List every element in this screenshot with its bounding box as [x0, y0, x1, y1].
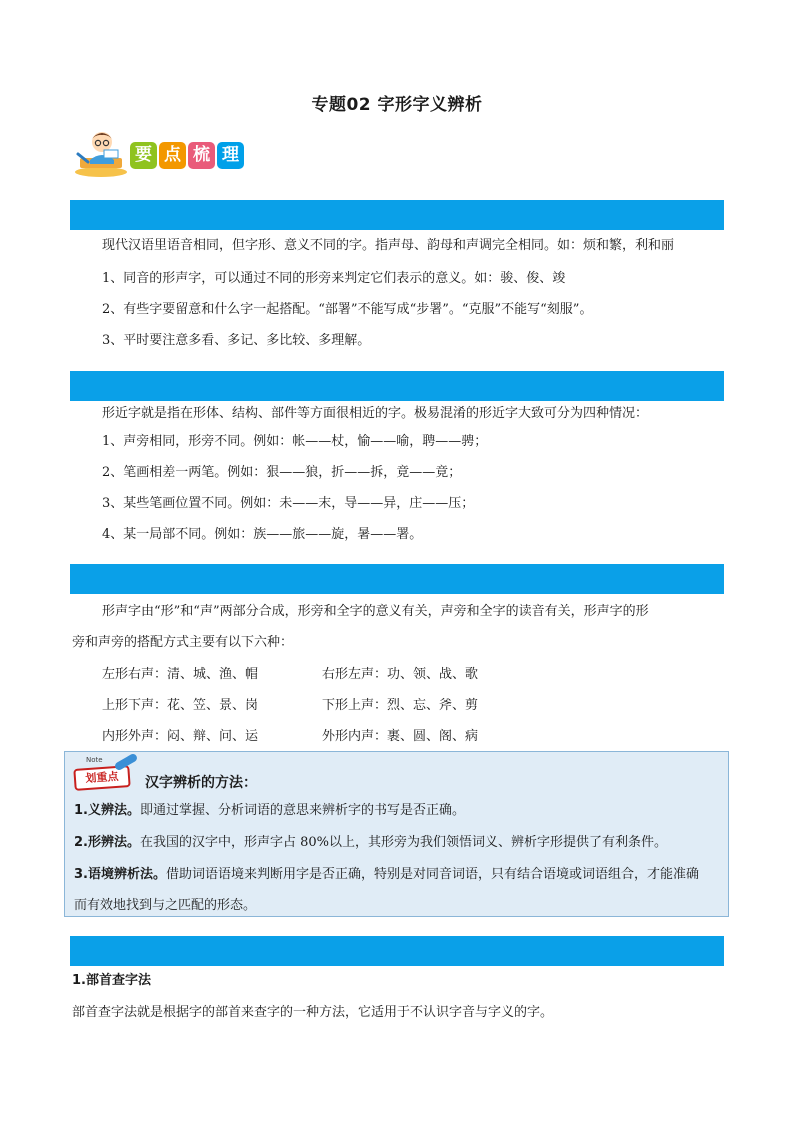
section2-item-3: 3、某些笔画位置不同。例如：未——末，导——异，庄——压；	[102, 496, 475, 511]
section4-text: 部首查字法就是根据字的部首来查字的一种方法，它适用于不认识字音与字义的字。	[72, 1005, 554, 1020]
method-1-text: 即通过掌握、分析词语的意思来辨析字的书写是否正确。	[139, 803, 465, 818]
section-bar-3	[70, 564, 724, 594]
section4-subheading: 1.部首查字法	[72, 973, 151, 988]
badge-label: 划重点	[73, 765, 130, 791]
method-1	[74, 799, 465, 818]
method-1-label: 1.义辨法。	[74, 803, 140, 818]
logo-tile-4: 理	[217, 142, 244, 169]
logo-tile-1: 要	[130, 142, 157, 169]
pairing-row-2-left: 上形下声：花、笠、景、岗	[102, 698, 259, 713]
method-2	[74, 831, 667, 850]
pairing-row-2-right: 下形上声：烈、忘、斧、剪	[322, 698, 479, 713]
section-bar-1	[70, 200, 724, 230]
section2-item-1: 1、声旁相同，形旁不同。例如：帐——杖，愉——喻，聘——骋；	[102, 434, 488, 449]
section-bar-4	[70, 936, 724, 966]
logo-tile-2: 点	[159, 142, 186, 169]
page-title: 专题02 字形字义辨析	[311, 95, 483, 115]
section2-item-2: 2、笔画相差一两笔。例如：狠——狼，折——拆，竟——竟；	[102, 465, 462, 480]
key-points-logo	[74, 128, 264, 176]
section3-intro-line2: 旁和声旁的搭配方式主要有以下六种：	[72, 635, 294, 650]
pairing-row-1-right: 右形左声：功、领、战、歌	[322, 667, 479, 682]
method-3-label: 3.语境辨析法。	[74, 867, 166, 882]
section1-item-3: 3、平时要注意多看、多记、多比较、多理解。	[102, 333, 371, 348]
section3-intro-line1: 形声字由“形”和“声”两部分合成，形旁和全字的意义有关，声旁和全字的读音有关，形声字的形	[102, 604, 649, 619]
section2-item-4: 4、某一局部不同。例如：族——旅——旋，暑——署。	[102, 527, 423, 542]
section1-intro: 现代汉语里语音相同，但字形、意义不同的字。指声母、韵母和声调完全相同。如：烦和繁，利和丽	[102, 238, 675, 253]
pairing-row-1-left: 左形右声：清、城、渔、帽	[102, 667, 259, 682]
section1-item-2: 2、有些字要留意和什么字一起搭配。“部署”不能写成“步署”。“克服”不能写“刻服”。	[102, 302, 593, 317]
section-bar-2	[70, 371, 724, 401]
pairing-row-3-left: 内形外声：闷、辩、问、运	[102, 729, 259, 744]
method-3	[74, 863, 699, 882]
section2-intro: 形近字就是指在形体、结构、部件等方面很相近的字。极易混淆的形近字大致可分为四种情况：	[102, 406, 649, 421]
section1-item-1: 1、同音的形声字，可以通过不同的形旁来判定它们表示的意义。如：骏、俊、竣	[102, 271, 566, 286]
tip-heading: 汉字辨析的方法：	[145, 775, 257, 791]
student-reading-icon	[74, 128, 130, 178]
method-2-label: 2.形辨法。	[74, 835, 140, 850]
logo-tile-3: 梳	[188, 142, 215, 169]
key-point-box	[64, 751, 729, 917]
method-3-cont: 而有效地找到与之匹配的形态。	[74, 898, 257, 913]
badge-note-label: Note	[86, 756, 103, 764]
method-2-text: 在我国的汉字中，形声字占 80%以上，其形旁为我们领悟词义、辨析字形提供了有利条件。	[139, 835, 668, 850]
highlight-badge	[70, 756, 138, 788]
method-3-text: 借助词语语境来判断用字是否正确，特别是对同音词语，只有结合语境或词语组合，才能准确	[165, 867, 699, 882]
pairing-row-3-right: 外形内声：裹、圆、阁、病	[322, 729, 479, 744]
